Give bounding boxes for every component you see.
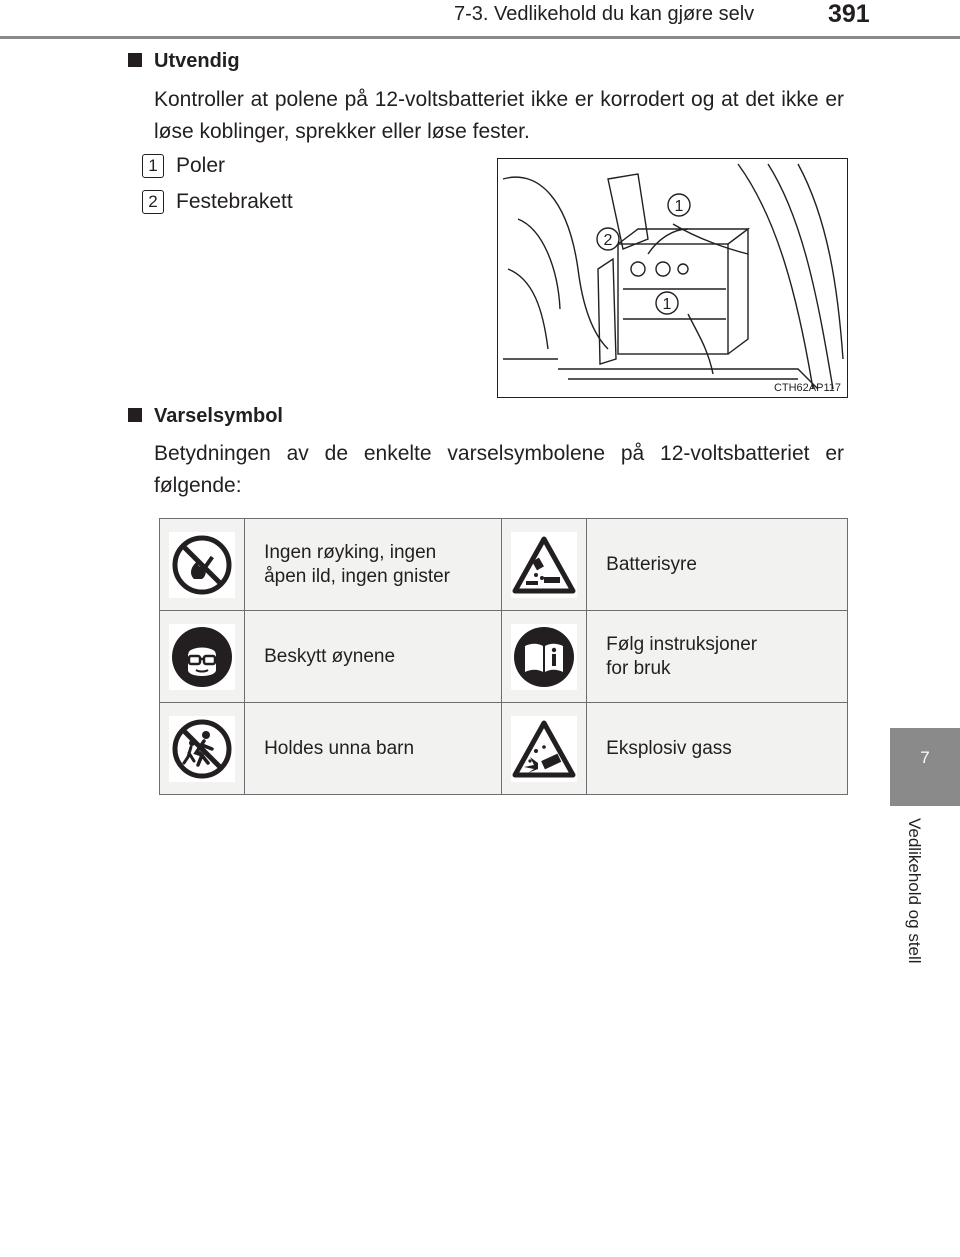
- table-row: [160, 519, 848, 611]
- symbol-label: Ingen røyking, ingen åpen ild, ingen gnister: [264, 541, 450, 587]
- page-number: 391: [828, 0, 870, 28]
- warning-heading: [128, 405, 283, 428]
- symbol-label: Følg instruksjoner for bruk: [606, 633, 758, 679]
- bullet-square-icon: [128, 408, 142, 422]
- callout-poles-top: 1: [674, 198, 684, 215]
- header-divider: [0, 36, 960, 39]
- callout-poles-bottom: 1: [662, 296, 672, 313]
- exterior-paragraph: Kontroller at polene på 12-voltsbatteriet ikke er korrodert og at det ikke er løse koblinger, sprekker eller løse fester.: [154, 88, 844, 143]
- bullet-square-icon: [128, 53, 142, 67]
- warning-symbols-table: [159, 518, 848, 795]
- legend-label: Festebrakett: [176, 190, 293, 213]
- figure-code: CTH62AP117: [773, 382, 841, 394]
- battery-illustration: [497, 158, 848, 398]
- legend-number: 1: [142, 154, 164, 178]
- legend-item-poles: [142, 154, 225, 178]
- legend-number: 2: [142, 190, 164, 214]
- chapter-number: 7: [920, 748, 930, 767]
- callout-bracket: 2: [603, 232, 613, 249]
- keep-away-children-icon: [169, 716, 235, 782]
- exterior-heading: [128, 50, 240, 73]
- table-row: [160, 611, 848, 703]
- section-title: 7-3. Vedlikehold du kan gjøre selv: [454, 3, 755, 25]
- eye-protection-icon: [169, 624, 235, 690]
- legend-label: Poler: [176, 154, 226, 177]
- chapter-label: Vedlikehold og stell: [905, 818, 924, 964]
- exterior-heading-text: Utvendig: [154, 50, 240, 72]
- symbol-label: Batterisyre: [606, 553, 697, 575]
- battery-acid-warning-icon: [511, 532, 577, 598]
- explosive-gas-icon: [511, 716, 577, 782]
- battery-drawing: [498, 159, 847, 397]
- no-smoking-fire-icon: [169, 532, 235, 598]
- read-instructions-icon: [511, 624, 577, 690]
- symbol-label: Holdes unna barn: [264, 737, 415, 759]
- symbol-label: Beskytt øynene: [264, 645, 396, 667]
- warning-paragraph: Betydningen av de enkelte varselsymbolene på 12-voltsbatteriet er følgende:: [154, 442, 844, 497]
- symbol-label: Eksplosiv gass: [606, 737, 732, 759]
- table-row: [160, 703, 848, 795]
- warning-heading-text: Varselsymbol: [154, 405, 283, 427]
- legend-item-bracket: [142, 190, 293, 214]
